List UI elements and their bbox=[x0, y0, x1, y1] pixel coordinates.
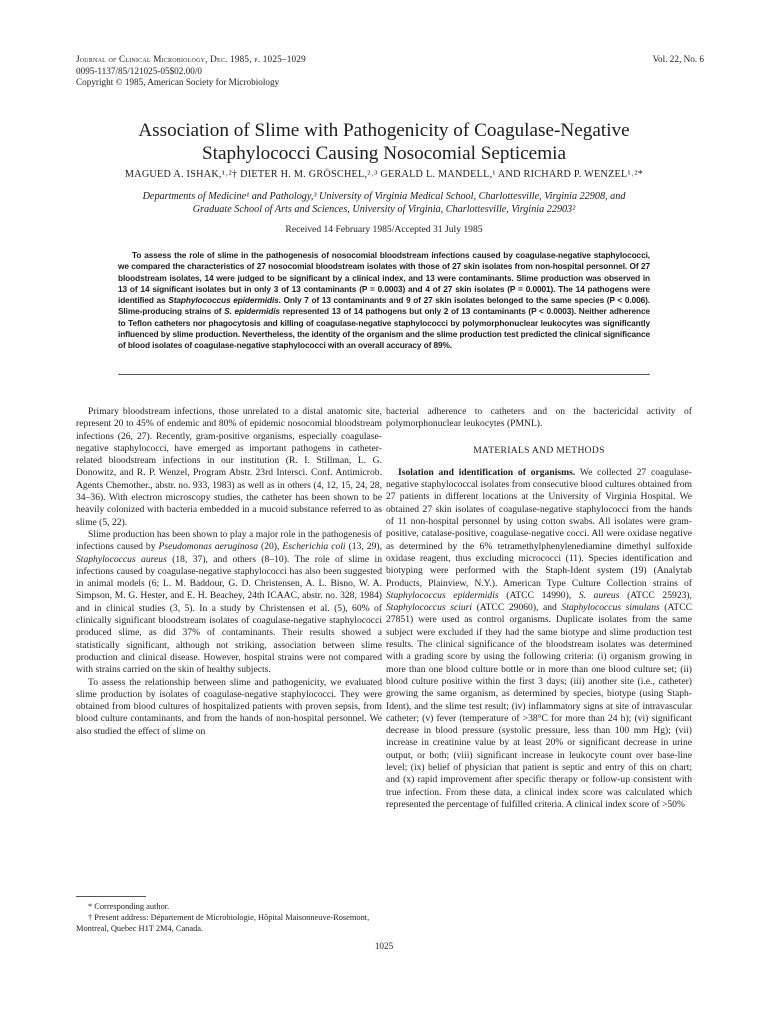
methods-text-a: We collected 27 coagulase-negative staphylococcal isolates from consecutive blood cultures obtained from 27 patients in different locations at the University of Virginia Hospital. We obtained 27 skin isolates of coagulase-negative staphylococci from the hands of 11 non-hospital personnel by using cotton swabs. All isolates were gram-positive, catalase-positive, coagulase-negative cocci. All were oxidase negative as determined by the 6% tetramethylphenylenediamine dimethyl sulfoxide oxidase reagent, thus excluding micrococci (11). Species identification and biotyping were performed with the Staph-Ident system (19) (Analytab Products, Plainview, N.Y.). American Type Culture Collection strains of bbox=[386, 466, 692, 589]
title-line-2: Staphylococci Causing Nosocomial Septicemia bbox=[202, 143, 566, 164]
intro-p2-text-a: Slime production has been shown to play a major role in the pathogenesis of infections caused by bbox=[76, 528, 382, 553]
affiliation-line-2: Graduate School of Arts and Sciences, University of Virginia, Charlottesville, Virginia 22903² bbox=[192, 204, 576, 215]
page-number: 1025 bbox=[374, 941, 394, 951]
title-line-1: Association of Slime with Pathogenicity of Coagulase-Negative bbox=[138, 120, 630, 141]
footnote-corresponding: * Corresponding author. bbox=[88, 902, 170, 911]
intro-continuation: bacterial adherence to catheters and on the bactericidal activity of polymorphonuclear leukocytes (PMNL). bbox=[386, 406, 692, 430]
journal-header bbox=[76, 54, 306, 89]
intro-paragraph-1: Primary bloodstream infections, those unrelated to a distal anatomic site, represent 20 to 45% of endemic and 80% of epidemic nosocomial bloodstream infections (26, 27). Recently, gram-positive organisms, especially coagulase-negative staphylococci, have emerged as important pathogens in catheter-related bloodstream infections in our institution (R. I. Stillman, L. G. Donowitz, and R. P. Wenzel, Program Abstr. 23rd Intersci. Conf. Antimicrob. Agents Chemother., abstr. no. 933, 1983) as well as in others (4, 12, 15, 24, 28, 34–36). With electron microscopy studies, the catheter has been shown to be heavily colonized with bacteria embedded in a mucoid substance referred to as slime (5, 22). bbox=[76, 406, 382, 528]
received-dates: Received 14 February 1985/Accepted 31 July 1985 bbox=[285, 224, 483, 235]
species-pseudomonas: Pseudomonas aeruginosa bbox=[158, 541, 258, 553]
intro-p2-text-c: (20), bbox=[258, 541, 283, 553]
right-column bbox=[386, 406, 692, 811]
species-s-aureus: S. aureus bbox=[578, 589, 620, 601]
species-s-sciuri: Staphylococcus sciuri bbox=[386, 602, 473, 614]
author-list: MAGUED A. ISHAK,¹˒²† DIETER H. M. GRÖSCHEL,²˒³ GERALD L. MANDELL,¹ AND RICHARD P. WENZEL¹˒²* bbox=[124, 169, 644, 180]
copyright-line: Copyright © 1985, American Society for Microbiology bbox=[76, 77, 280, 87]
species-saureus: Staphylococcus aureus bbox=[76, 553, 167, 565]
species-ecoli: Escherichia coli bbox=[282, 541, 346, 553]
affiliation-line-1: Departments of Medicine¹ and Pathology,³ University of Virginia Medical School, Charlottesville, Virginia 22908, and bbox=[142, 191, 626, 202]
abstract-text-1: To assess the role of slime in the pathogenesis of nosocomial bloodstream infections caused by coagulase-negative staphylococci, we compared the characteristics of 27 nosocomial bloodstream isolates with those of 27 skin isolates from non-hospital personnel. Of 27 bloodstream isolates, 14 were judged to be significant by a clinical index, and 13 were contaminants. Slime production was observed in 13 of 14 significant isolates but in only 3 of 13 contaminants (P = 0.0003) and 4 of 27 skin isolates (P = 0.0001). The 14 pathogens were identified as bbox=[118, 250, 650, 306]
section-heading: MATERIALS AND METHODS bbox=[473, 444, 605, 456]
abstract-text-3: represented 13 of 14 pathogens but only 2 of 13 contaminants (P < 0.0003). Neither adherence to Teflon catheters nor phagocytosis and killing of coagulase-negative staphylococci by polymorphonuclear leukocytes was significantly influenced by slime production. Nevertheless, the identity of the organism and the slime production test predicted the clinical significance of blood isolates of coagulase-negative staphylococci with an overall accuracy of 89%. bbox=[118, 306, 650, 351]
issn-line: 0095-1137/85/121025-05$02.00/0 bbox=[76, 65, 202, 76]
species-s-epidermidis: Staphylococcus epidermidis bbox=[386, 589, 499, 601]
methods-text-c: (ATCC 14990), bbox=[498, 589, 579, 601]
methods-text-e: (ATCC 25923), bbox=[619, 589, 693, 601]
methods-paragraph-1 bbox=[386, 467, 692, 811]
article-title bbox=[70, 119, 698, 165]
intro-p2-text-e: (13, 29), bbox=[345, 541, 382, 553]
runin-heading: Isolation and identification of organisms. bbox=[398, 466, 576, 478]
abstract-species-2: S. epidermidis bbox=[224, 306, 280, 317]
affiliations bbox=[80, 190, 688, 216]
intro-p2-text-g: (18, 37), and others (8–10). The role of slime in infections caused by coagulase-negative staphylococci has also been suggested in animal models (6; L. M. Baddour, G. D. Christensen, A. L. Bisno, W. A. Simpson, M. G. Hester, and E. H. Beachey, 24th ICAAC, abstr. no. 328, 1984) and in clinical studies (3, 5). In a study by Christensen et al. (5), 60% of clinically significant bloodstream isolates of coagulase-negative staphylococci produced slime, as did 37% of contaminants. Their results showed a statistically significant, although not striking, association between slime production and clinical disease. However, hospital strains were not compared with strains carried on the skin of healthy subjects. bbox=[76, 553, 382, 676]
footnote-rule bbox=[76, 896, 146, 897]
volume-label: Vol. 22, No. 6 bbox=[652, 54, 704, 64]
abstract-text-2: . Only 7 of 13 contaminants and 9 of 27 skin isolates belonged to the same species (P < 0.006). Slime-producing strains of bbox=[118, 295, 650, 317]
intro-paragraph-2 bbox=[76, 529, 382, 677]
abstract bbox=[118, 250, 650, 352]
abstract-divider bbox=[118, 374, 650, 375]
methods-text-i: (ATCC 27851) were used as control organisms. Duplicate isolates from the same subject were excluded if they had the same biotype and slime production test results. The clinical significance of the bloodstream isolates was determined with a grading score by using the following criteria: (i) organism growing in more than one blood culture bottle or in more than one blood culture set; (ii) blood culture positive within the first 3 days; (iii) another site (i.e., catheter) growing the same organism, as determined by species, biotype (using Staph-Ident), and the slime test result; (iv) inflammatory signs at site of intravascular catheter; (v) fever (temperature of >38°C for more than 24 h); (vi) significant decrease in blood pressure (systolic pressure, less than 100 mm Hg); (vii) increase in creatinine value by at least 20% or significant decrease in urine output, or both; (viii) significant increase in leukocyte count over base-line level; (ix) belief of physician that patient is septic and entry of this on chart; and (x) rapid improvement after specific therapy or follow-up consistent with true infection. From these data, a clinical index score was calculated which represented the percentage of fulfilled criteria. A clinical index score of >50% bbox=[386, 602, 692, 810]
footnotes bbox=[76, 896, 382, 934]
methods-text-g: (ATCC 29060), and bbox=[472, 602, 562, 614]
journal-citation: Journal of Clinical Microbiology, Dec. 1985, p. 1025–1029 bbox=[76, 54, 306, 64]
left-column bbox=[76, 406, 382, 738]
abstract-paragraph bbox=[118, 250, 650, 352]
intro-paragraph-3: To assess the relationship between slime and pathogenicity, we evaluated slime production by isolates of coagulase-negative staphylococci. They were obtained from blood cultures of hospitalized patients with proven sepsis, from blood culture contaminants, and from the hands of non-hospital personnel. We also studied the effect of slime on bbox=[76, 676, 382, 737]
abstract-species-1: Staphylococcus epidermidis bbox=[168, 295, 279, 306]
species-s-simulans: Staphylococcus simulans bbox=[561, 602, 660, 614]
footnote-present-address: † Present address: Département de Microbiologie, Hôpital Maisonneuve-Rosemont, Montreal, Quebec H1T 2M4, Canada. bbox=[76, 912, 370, 933]
